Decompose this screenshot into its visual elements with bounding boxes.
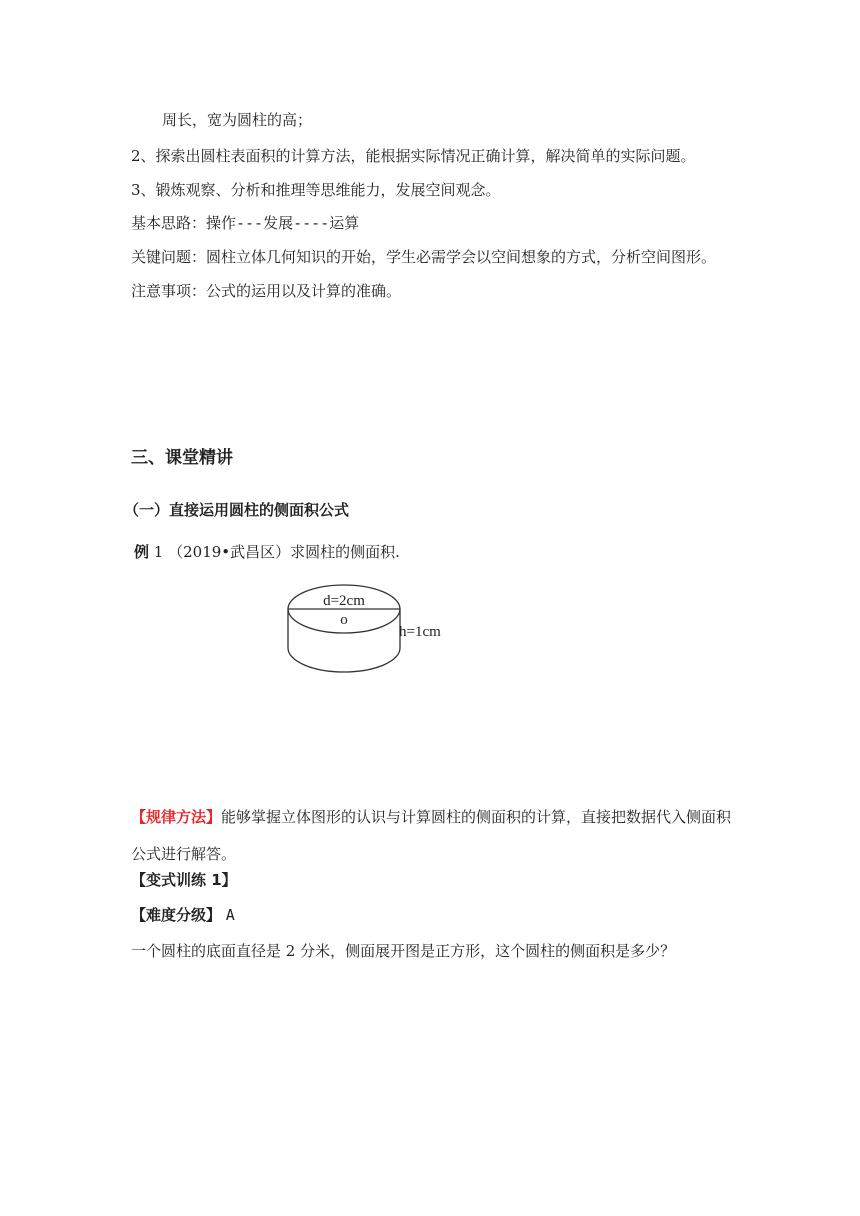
example-line <box>134 542 400 562</box>
intro-line: 2、探索出圆柱表面积的计算方法，能根据实际情况正确计算，解决简单的实际问题。 <box>131 147 696 165</box>
section-title: 三、课堂精讲 <box>131 448 233 468</box>
center-label: o <box>340 612 348 628</box>
method-line-1 <box>131 807 731 827</box>
example-label: 例 <box>134 543 150 561</box>
question-text: 一个圆柱的底面直径是 2 分米，侧面展开图是正方形，这个圆柱的侧面积是多少？ <box>131 942 676 960</box>
notes-line: 注意事项：公式的运用以及计算的准确。 <box>131 282 402 300</box>
subsection-title: （一）直接运用圆柱的侧面积公式 <box>124 501 350 519</box>
key-problem-line: 关键问题：圆柱立体几何知识的开始，学生必需学会以空间想象的方式，分析空间图形。 <box>131 248 717 266</box>
method-text: 能够掌握立体图形的认识与计算圆柱的侧面积的计算，直接把数据代入侧面积 <box>221 808 732 826</box>
basic-approach-line: 基本思路：操作---发展----运算 <box>131 214 360 232</box>
intro-line: 3、锻炼观察、分析和推理等思维能力，发展空间观念。 <box>131 181 501 199</box>
difficulty-label: 【难度分级】 <box>131 906 222 924</box>
intro-line: 周长，宽为圆柱的高； <box>162 111 313 129</box>
diameter-label: d=2cm <box>323 593 365 609</box>
difficulty-value: A <box>225 906 235 924</box>
method-tag: 【规律方法】 <box>131 808 222 826</box>
height-label: h=1cm <box>399 624 441 640</box>
cylinder-bottom-arc <box>288 648 400 672</box>
method-line-2: 公式进行解答。 <box>131 845 237 863</box>
cylinder-figure <box>280 577 460 681</box>
difficulty-line <box>131 905 235 925</box>
variant-training-title: 【变式训练 1】 <box>131 871 237 889</box>
example-text: 1 （2019•武昌区）求圆柱的侧面积. <box>153 543 400 561</box>
